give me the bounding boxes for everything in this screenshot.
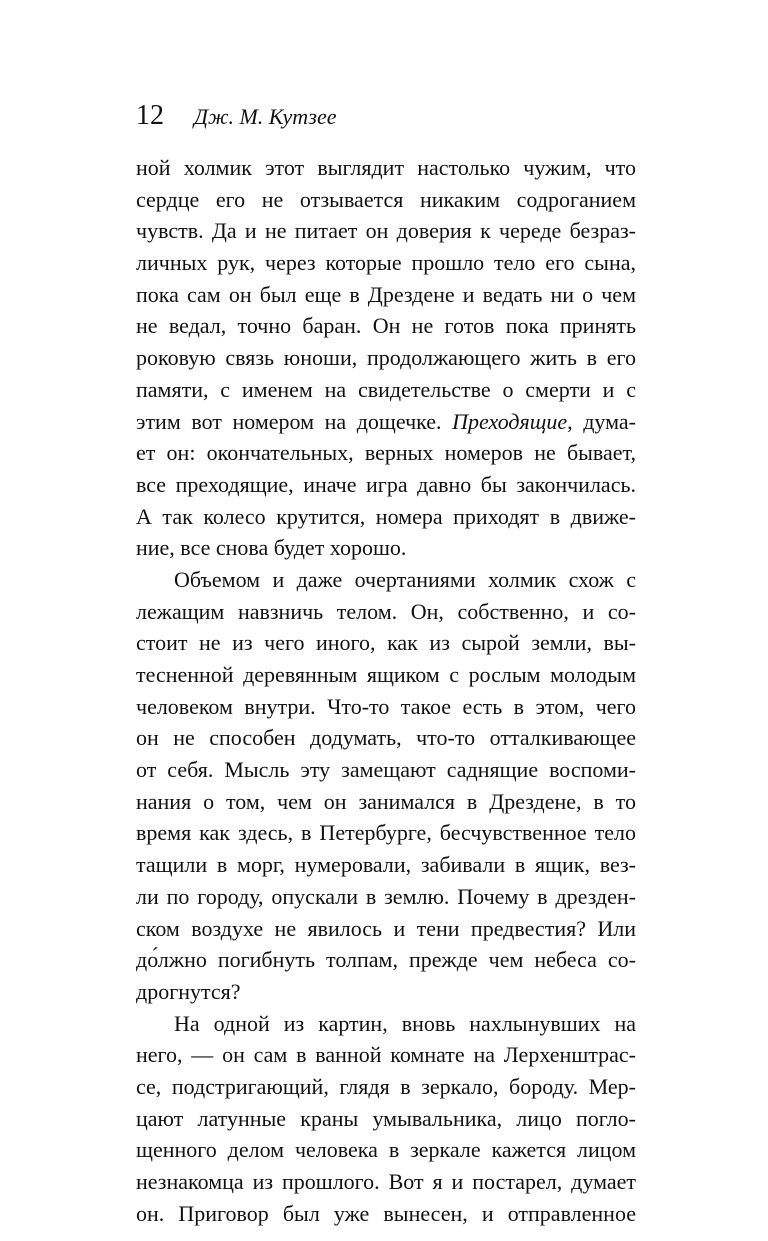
text-segment: ском воздухе не явилось и тени предвестия? Или — [136, 915, 636, 941]
text-segment: На одной из картин, вновь нахлынувших на — [174, 1010, 636, 1036]
text-segment: нания о том, чем он занимался в Дрездене, в то — [136, 788, 636, 814]
text-line — [136, 406, 636, 438]
text-segment: него, — он сам в ванной комнате на Лерхенштрас- — [136, 1042, 636, 1068]
text-segment: А так колесо крутится, номера приходят в движе- — [136, 503, 636, 529]
text-line — [136, 374, 636, 406]
text-line — [136, 342, 636, 374]
text-line — [136, 596, 636, 628]
text-line — [136, 1166, 636, 1198]
text-segment: дрогнутся? — [136, 978, 241, 1004]
text-segment: ли по городу, опускали в землю. Почему в дрезден- — [136, 883, 636, 909]
text-line — [136, 913, 636, 945]
text-line — [136, 1103, 636, 1135]
text-line — [136, 184, 636, 216]
text-segment: сердце его не отзывается никаким содроганием — [136, 186, 636, 212]
text-line — [136, 310, 636, 342]
page-number: 12 — [136, 100, 164, 131]
text-line — [136, 215, 636, 247]
text-segment: цают латунные краны умывальника, лицо погло- — [136, 1105, 636, 1131]
text-line — [136, 944, 636, 976]
text-line — [136, 881, 636, 913]
text-segment: он не способен додумать, что-то отталкивающее — [136, 725, 636, 751]
text-segment: се, подстригающий, глядя в зеркало, бороду. Мер- — [136, 1073, 636, 1099]
text-segment: он. Приговор был уже вынесен, и отправленное — [136, 1200, 636, 1226]
text-line — [136, 849, 636, 881]
text-segment: Объемом и даже очертаниями холмик схож с — [174, 566, 636, 592]
text-line — [136, 1198, 636, 1230]
text-segment: стоит не из чего иного, как из сырой земли, вы- — [136, 630, 636, 656]
text-line — [136, 501, 636, 533]
running-head-title: Дж. М. Кутзее — [194, 104, 337, 129]
text-segment: от себя. Мысль эту замещают саднящие воспоми- — [136, 757, 636, 783]
text-segment: этим вот номером на дощечке. — [136, 408, 453, 434]
text-line — [136, 437, 636, 469]
text-segment: ние, все снова будет хорошо. — [136, 535, 407, 561]
text-line — [136, 786, 636, 818]
text-segment: роковую связь юноши, продолжающего жить в его — [136, 345, 636, 371]
text-segment: чувств. Да и не питает он доверия к череде безраз- — [136, 218, 636, 244]
text-line — [136, 1134, 636, 1166]
text-segment: человеком внутри. Что-то такое есть в этом, чего — [136, 693, 636, 719]
running-head — [136, 96, 336, 136]
text-segment: дума- — [572, 408, 637, 434]
text-line — [136, 817, 636, 849]
text-segment: все преходящие, иначе игра давно бы закончилась. — [136, 471, 636, 497]
text-line — [136, 976, 636, 1008]
text-segment: личных рук, через которые прошло тело его сына, — [136, 250, 636, 276]
text-segment: незнакомца из прошлого. Вот я и постарел, думает — [136, 1169, 636, 1194]
text-line — [136, 1008, 636, 1040]
text-line — [136, 627, 636, 659]
text-line — [136, 279, 636, 311]
text-segment: щенного делом человека в зеркале кажется лицом — [136, 1137, 636, 1163]
text-line — [136, 722, 636, 754]
text-line — [136, 532, 636, 564]
text-line — [136, 659, 636, 691]
text-line — [136, 469, 636, 501]
text-segment: не ведал, точно баран. Он не готов пока принять — [136, 313, 636, 339]
body-text — [136, 152, 636, 1229]
text-segment: ной холмик этот выглядит настолько чужим, что — [136, 155, 636, 180]
text-line — [136, 1039, 636, 1071]
text-line — [136, 247, 636, 279]
text-segment: тащили в морг, нумеровали, забивали в ящик, вез- — [136, 852, 636, 878]
text-line — [136, 1071, 636, 1103]
text-segment: ет он: окончательных, верных номеров не бывает, — [136, 440, 636, 466]
text-line — [136, 152, 636, 184]
text-segment: пока сам он был еще в Дрездене и ведать ни о чем — [136, 281, 636, 307]
italic-text-segment: Преходящие, — [452, 408, 573, 434]
text-line — [136, 754, 636, 786]
text-segment: лежащим навзничь телом. Он, собственно, и со- — [136, 598, 636, 624]
text-line — [136, 691, 636, 723]
text-segment: время как здесь, в Петербурге, бесчувственное тело — [136, 820, 636, 846]
text-segment: до́лжно погибнуть толпам, прежде чем небеса со- — [136, 947, 636, 973]
text-segment: памяти, с именем на свидетельстве о смерти и с — [136, 376, 636, 402]
text-segment: тесненной деревянным ящиком с рослым молодым — [136, 662, 636, 687]
text-line — [136, 564, 636, 596]
